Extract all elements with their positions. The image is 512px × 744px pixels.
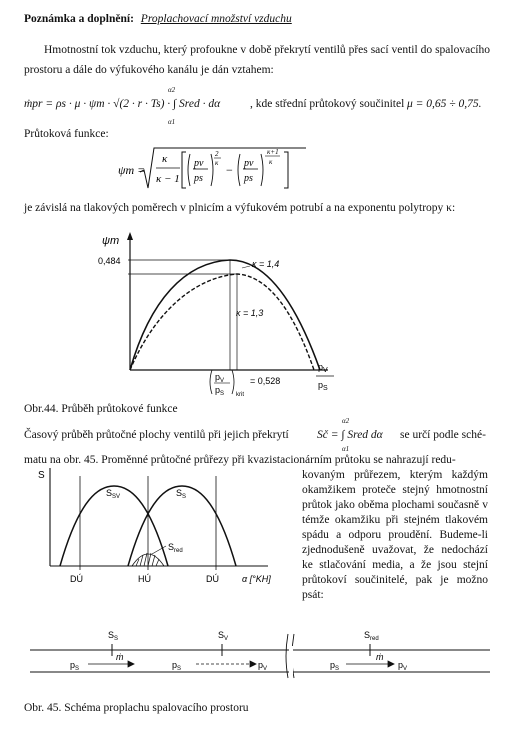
- flushing-scheme: [30, 628, 490, 680]
- valve-overlap-plot: [20, 466, 300, 586]
- equation-mass-flow: [24, 88, 494, 130]
- hu-label: HÚ: [138, 574, 151, 584]
- flow-function-label: Průtoková funkce:: [24, 128, 109, 140]
- paren-right-2: [261, 154, 263, 186]
- pv-1: pv: [194, 158, 204, 169]
- crit-label: [210, 370, 280, 398]
- minus-sign: −: [226, 163, 233, 177]
- para3-lower-limit: α1: [342, 445, 350, 453]
- alpha-label: α [°KH]: [242, 574, 271, 584]
- series-label-kappa-1-4: κ = 1,4: [252, 259, 280, 269]
- para3-start: Časový průběh průtočné plochy ventilů při jejich překrytí: [24, 429, 289, 441]
- exp2-den: κ: [269, 158, 273, 166]
- paragraph-dependence: je závislá na tlakových poměrech v plnicím a výfukovém potrubí a na exponentu polytropy κ:: [24, 202, 456, 214]
- y-axis-arrow: [127, 232, 133, 240]
- kappa-den: κ − 1: [156, 173, 180, 185]
- flushing-scheme-diagram: [30, 628, 490, 680]
- kappa-num: κ: [162, 153, 168, 165]
- svg-text:pS: $p_S$: [215, 385, 225, 397]
- break-mark-1: [286, 634, 288, 678]
- paragraph-reduced-section: kovaným průřezem, kterým každým okamžikem proteče stejný hmotnostní průtok jako oběma plochami současně v témže okamžiku při stejném tlakovém spádu a odporu proudění. Budeme-li zjednodušeně uvažovat, že nedochází ke stlačování media, a že jsou stejní průtokoví součinitelé, pak je možno psát:: [302, 469, 488, 601]
- lower-limit: α1: [168, 118, 176, 126]
- figure-44-caption: Obr.44. Průběh průtokové funkce: [24, 403, 178, 415]
- ps-1: ps: [194, 173, 203, 184]
- left-bracket: [182, 152, 186, 188]
- y-marker-label: 0,484: [98, 256, 121, 266]
- paragraph-mass-flow: Hmotnostní tok vzduchu, který profoukne v době překrytí ventilů přes sací ventil do spalovacího prostoru a dále do výfukového kanálu je dán vztahem:: [24, 44, 490, 76]
- heading-title: Proplachovací množství vzduchu: [140, 13, 292, 25]
- series-label-kappa-1-3: κ = 1,3: [236, 308, 264, 318]
- flow-function-plot: [90, 230, 430, 400]
- equation-tail: , kde střední průtokový součinitel: [250, 98, 405, 110]
- sv-top: $S_V$: [218, 630, 229, 642]
- ps-2: $p_S$: [172, 660, 182, 672]
- y-axis-label: ψm: [102, 235, 120, 247]
- valve-overlap-chart: [20, 466, 300, 586]
- sred-top: $S_{red}$: [364, 630, 379, 642]
- para3-end: se určí podle sché-: [400, 429, 486, 441]
- series-kappa-1-3: [130, 274, 314, 370]
- sred-label: $S_{red}$: [168, 542, 183, 554]
- sv-label: $S_{SV}$: [106, 488, 121, 500]
- paren-left-2: [238, 154, 240, 186]
- pv-2: pv: [244, 158, 254, 169]
- paren-left-1: [188, 154, 190, 186]
- psi-label: ψm =: [118, 163, 146, 177]
- m-dot-2: ṁ: [376, 652, 384, 662]
- du-label-1: DÚ: [70, 574, 83, 584]
- label-leader: [242, 266, 250, 268]
- exp2-num: κ+1: [267, 148, 279, 156]
- right-bracket: [284, 152, 288, 188]
- du-label-2: DÚ: [206, 574, 219, 584]
- flow-function-formula: [110, 142, 310, 194]
- heading-label: Poznámka a doplnění:: [24, 13, 134, 25]
- m-dot-1: ṁ: [116, 652, 124, 662]
- paren-right-1: [211, 154, 213, 186]
- svg-text:pV: $p_V$: [215, 372, 225, 384]
- paragraph-overlap-line1: [24, 417, 494, 453]
- flow-arrows: [88, 661, 394, 667]
- ss-top: $S_S$: [108, 630, 119, 642]
- ps-3: $p_S$: [330, 660, 340, 672]
- svg-text:krit: krit: [236, 392, 244, 398]
- paragraph-overlap-line2: matu na obr. 45. Proměnné průtočné průřezy při kvazistacionárním průtoku se nahrazují redu-: [24, 454, 456, 466]
- y-axis-label: S: [38, 470, 45, 481]
- ss-label: $S_S$: [176, 488, 187, 500]
- crit-value: = 0,528: [250, 376, 281, 386]
- exp1-den: κ: [215, 159, 219, 167]
- sred-hatch: [136, 553, 159, 566]
- exp1-num: 2: [215, 150, 219, 158]
- pv-1: $p_V$: [258, 660, 268, 672]
- x-axis-label: $p_V$ $p_S$: [318, 362, 328, 392]
- mu-range: μ = 0,65 ÷ 0,75.: [407, 98, 482, 110]
- heading: [24, 13, 292, 25]
- equation-lhs: ṁpr = ρs · μ · ψm · √(2 · r · Ts) · ∫ Sred · dα: [24, 98, 221, 110]
- figure-45-caption: Obr. 45. Schéma proplachu spalovacího prostoru: [24, 702, 249, 714]
- ps-1: $p_S$: [70, 660, 80, 672]
- equation-flow-function: [110, 142, 310, 194]
- para3-upper-limit: α2: [342, 417, 350, 425]
- para3-integral: Sč = ∫ Sred dα: [317, 429, 383, 441]
- upper-limit: α2: [168, 86, 176, 94]
- flow-function-chart: [90, 230, 430, 400]
- pv-2: $p_V$: [398, 660, 408, 672]
- ps-2: ps: [244, 173, 253, 184]
